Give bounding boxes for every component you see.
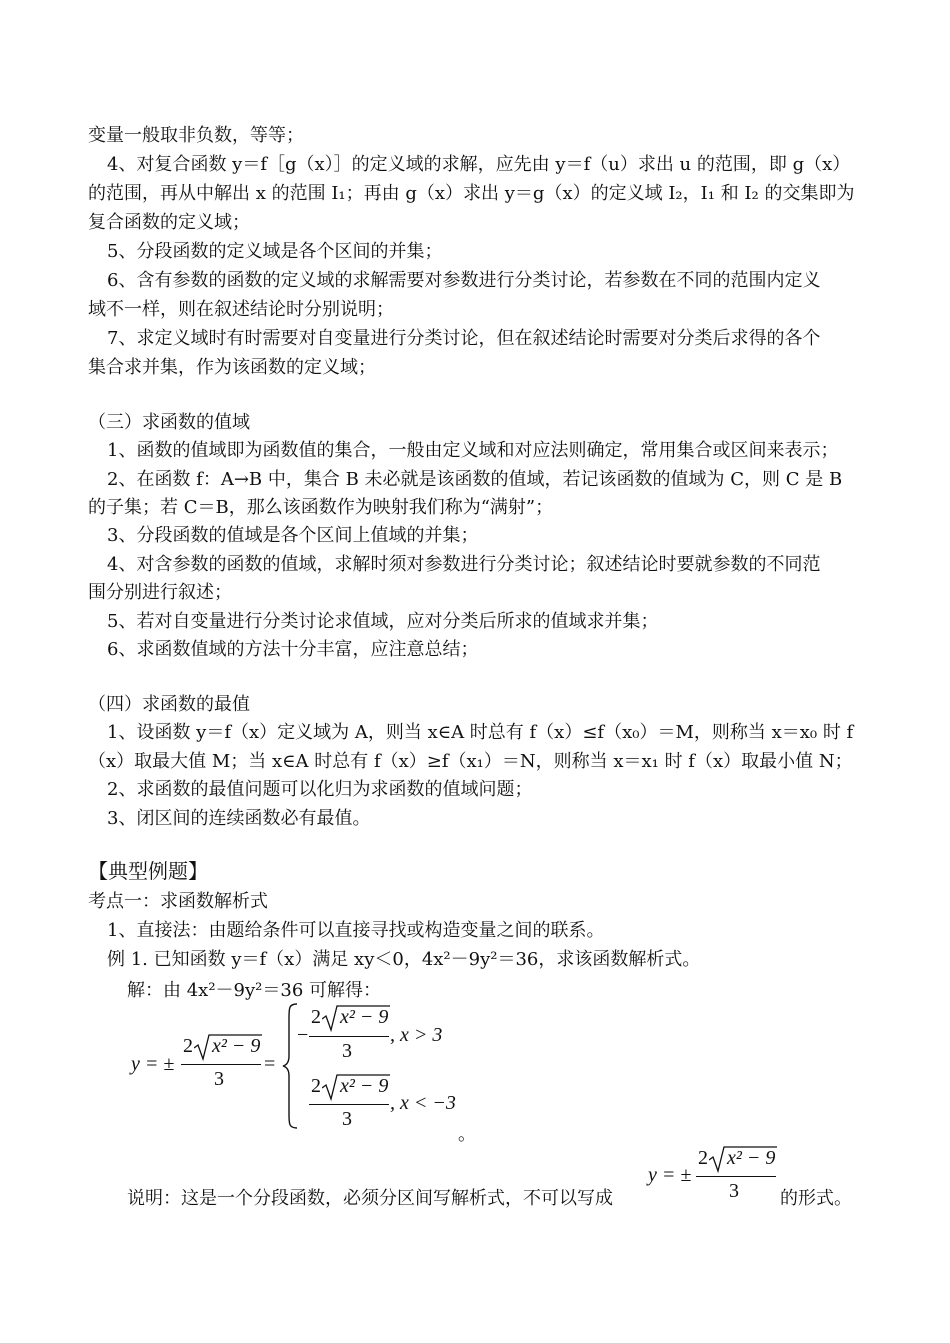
note-end: 的形式。 [780, 1188, 852, 1209]
note-formula-lhs: y = ± [648, 1164, 692, 1186]
formula-period: 。 [458, 1124, 476, 1145]
method-line: 1、直接法：由题给条件可以直接寻找或构造变量之间的联系。 [107, 920, 605, 941]
case2-denom: 3 [342, 1108, 352, 1130]
note-formula-coef: 2 [698, 1147, 708, 1169]
formula-coef: 2 [183, 1035, 193, 1057]
fraction-bar [696, 1176, 776, 1177]
note-formula-radicand: x² − 9 [727, 1147, 776, 1169]
fraction-bar [309, 1104, 389, 1105]
text-line: 的范围，再从中解出 x 的范围 I₁；再由 g（x）求出 y＝g（x）的定义域 I₂，I₁ 和 I₂ 的交集即为 [88, 183, 855, 204]
formula-denom: 3 [214, 1068, 224, 1090]
text-line: 3、闭区间的连续函数必有最值。 [107, 808, 371, 829]
formula-lhs: y = ± [131, 1053, 175, 1075]
text-line: 1、函数的值域即为函数值的集合，一般由定义域和对应法则确定，常用集合或区间来表示； [107, 440, 839, 461]
case2-condition: , x < −3 [390, 1092, 456, 1114]
text-line: 复合函数的定义域； [88, 212, 250, 233]
solution-line: 解：由 4x²－9y²＝36 可解得： [127, 980, 382, 1001]
point-heading: 考点一：求函数解析式 [88, 891, 268, 912]
text-line: 6、含有参数的函数的定义域的求解需要对参数进行分类讨论，若参数在不同的范围内定义 [107, 270, 821, 291]
text-line: 5、若对自变量进行分类讨论求值域，应对分类后所求的值域求并集； [107, 611, 659, 632]
text-line: 6、求函数值域的方法十分丰富，应注意总结； [107, 639, 479, 660]
examples-heading: 【典型例题】 [88, 859, 208, 883]
case1-condition: , x > 3 [390, 1024, 443, 1046]
text-line: 围分别进行叙述； [88, 582, 232, 603]
text-line: 的子集；若 C＝B，那么该函数作为映射我们称为“满射”； [88, 497, 554, 518]
text-line: 3、分段函数的值域是各个区间上值域的并集； [107, 525, 479, 546]
case1-coef: 2 [311, 1006, 321, 1028]
fraction-bar [181, 1064, 261, 1065]
case1-denom: 3 [342, 1040, 352, 1062]
text-line: 域不一样，则在叙述结论时分别说明； [88, 299, 394, 320]
text-line: 2、在函数 f：A→B 中，集合 B 未必就是该函数的值域，若记该函数的值域为 C，则 C 是 B [107, 469, 843, 490]
example-line: 例 1. 已知函数 y＝f（x）满足 xy＜0，4x²－9y²＝36，求该函数解析式。 [107, 949, 701, 970]
text-line: 2、求函数的最值问题可以化归为求函数的值域问题； [107, 779, 533, 800]
section-heading: （四）求函数的最值 [88, 694, 250, 715]
brace-icon [281, 1002, 299, 1130]
case1-radicand: x² − 9 [340, 1006, 389, 1028]
case1-sign: − [297, 1024, 309, 1046]
section-heading: （三）求函数的值域 [88, 412, 250, 433]
note-formula-denom: 3 [729, 1180, 739, 1202]
text-line: 4、对复合函数 y＝f［g（x）］的定义域的求解，应先由 y＝f（u）求出 u 的范围，即 g（x） [107, 154, 851, 175]
text-line: 集合求并集，作为该函数的定义域； [88, 357, 376, 378]
text-line: （x）取最大值 M；当 x∈A 时总有 f（x）≥f（x₁）＝N，则称当 x＝x₁ 时 f（x）取最小值 N； [88, 751, 853, 772]
text-line: 7、求定义域时有时需要对自变量进行分类讨论，但在叙述结论时需要对分类后求得的各个 [107, 328, 821, 349]
text-line: 变量一般取非负数，等等； [88, 125, 304, 146]
text-line: 4、对含参数的函数的值域，求解时须对参数进行分类讨论；叙述结论时要就参数的不同范 [107, 554, 821, 575]
fraction-bar [309, 1036, 389, 1037]
text-line: 5、分段函数的定义域是各个区间的并集； [107, 241, 443, 262]
case2-coef: 2 [311, 1075, 321, 1097]
note-line: 说明：这是一个分段函数，必须分区间写解析式，不可以写成 [127, 1188, 613, 1209]
case2-radicand: x² − 9 [340, 1075, 389, 1097]
formula-eq: = [264, 1053, 276, 1075]
text-line: 1、设函数 y＝f（x）定义域为 A，则当 x∈A 时总有 f（x）≤f（x₀）＝M，则称当 x＝x₀ 时 f [107, 722, 854, 743]
formula-radicand: x² − 9 [212, 1035, 261, 1057]
